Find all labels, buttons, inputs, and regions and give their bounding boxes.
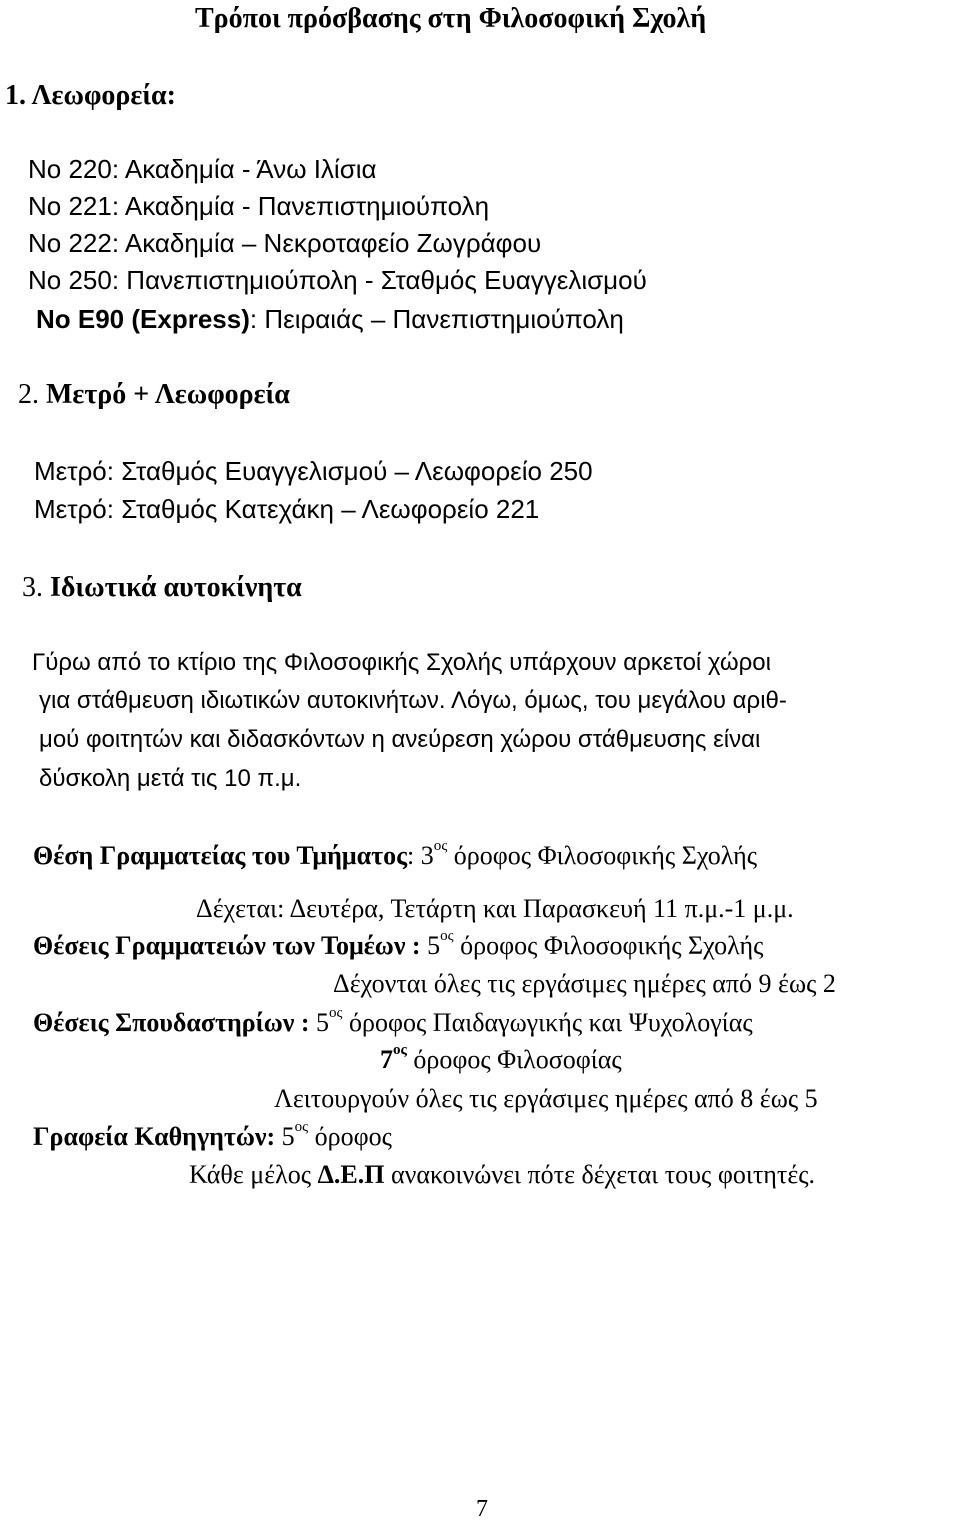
- secretariat-hours: Δέχεται: Δευτέρα, Τετάρτη και Παρασκευή 11 π.μ.-1 μ.μ.: [196, 894, 794, 923]
- department-secretariats-hours: Δέχονται όλες τις εργάσιμες ημέρες από 9 έως 2: [333, 969, 836, 998]
- bus-route-desc: : Ακαδημία – Νεκροταφείο Ζωγράφου: [111, 228, 542, 258]
- cars-paragraph-line-4: δύσκολη μετά τις 10 π.μ.: [39, 765, 302, 792]
- department-secretariats-location: [33, 928, 764, 960]
- study-rooms-location: [33, 1005, 753, 1037]
- bus-route-222: [28, 230, 541, 256]
- study-rooms-floor-text: όροφος Παιδαγωγικής και Ψυχολογίας: [342, 1008, 753, 1037]
- secretariat-floor-number: 3: [420, 841, 434, 870]
- bus-route-desc: : Πανεπιστημιούπολη - Σταθμός Ευαγγελισμού: [111, 265, 647, 295]
- cars-paragraph-line-3: μού φοιτητών και διδασκόντων η ανεύρεση χώρου στάθμευσης είναι: [39, 726, 761, 753]
- cars-section-title: Ιδιωτικά αυτοκίνητα: [43, 572, 302, 603]
- cars-section-number: 3.: [22, 572, 43, 603]
- metro-section-heading: [18, 381, 290, 409]
- metro-line-1: Μετρό: Σταθμός Ευαγγελισμού – Λεωφορείο 250: [34, 456, 593, 486]
- bus-route-desc: : Πειραιάς – Πανεπιστημιούπολη: [249, 304, 624, 334]
- department-secretariats-label: Θέσεις Γραμματειών των Τομέων :: [33, 931, 428, 960]
- study-rooms-label: Θέσεις Σπουδαστηρίων :: [33, 1008, 317, 1037]
- ordinal-suffix: ος: [433, 838, 448, 855]
- study-rooms-floor-number: 5: [316, 1008, 330, 1037]
- bus-section-heading: 1. Λεωφορεία:: [5, 80, 177, 111]
- professors-offices-floor-number: 5: [281, 1122, 295, 1151]
- cars-paragraph-line-2: για στάθμευση ιδιωτικών αυτοκινήτων. Λόγω, όμως, του μεγάλου αριθ-: [39, 687, 787, 714]
- professors-offices-location: [33, 1119, 392, 1151]
- study-rooms-floor-number-2: 7: [380, 1045, 393, 1074]
- cars-paragraph-line-1: Γύρω από το κτίριο της Φιλοσοφικής Σχολής υπάρχουν αρκετοί χώροι: [32, 649, 771, 676]
- note-prefix: Κάθε μέλος: [189, 1160, 318, 1189]
- study-rooms-hours: Λειτουργούν όλες τις εργάσιμες ημέρες από 8 έως 5: [274, 1084, 818, 1113]
- bus-route-250: [28, 267, 647, 293]
- secretariat-location: [33, 838, 758, 870]
- metro-line-2: Μετρό: Σταθμός Κατεχάκη – Λεωφορείο 221: [34, 494, 540, 524]
- study-rooms-second-floor: [380, 1042, 622, 1074]
- bus-route-code: Νο 220: [28, 154, 112, 184]
- bus-route-code: Νο Ε90 (Express): [36, 304, 250, 334]
- metro-section-title: Μετρό + Λεωφορεία: [39, 379, 290, 410]
- professors-offices-note: [189, 1162, 815, 1188]
- metro-section-number: 2.: [18, 379, 39, 410]
- ordinal-suffix: ος: [440, 928, 454, 945]
- bus-route-desc: : Ακαδημία - Άνω Ιλίσια: [111, 154, 377, 184]
- professors-offices-label: Γραφεία Καθηγητών:: [33, 1122, 282, 1151]
- bus-route-e90: [36, 306, 624, 332]
- bus-route-code: Νο 222: [28, 228, 112, 258]
- department-secretariats-floor-text: όροφος Φιλοσοφικής Σχολής: [453, 931, 764, 960]
- professors-offices-floor-text: όροφος: [308, 1122, 392, 1151]
- ordinal-suffix: ος: [393, 1042, 407, 1059]
- study-rooms-floor-text-2: όροφος Φιλοσοφίας: [406, 1045, 622, 1074]
- cars-section-heading: [22, 574, 302, 602]
- secretariat-floor-text: όροφος Φιλοσοφικής Σχολής: [447, 841, 758, 870]
- ordinal-suffix: ος: [294, 1119, 309, 1136]
- page-number: 7: [476, 1496, 488, 1522]
- bus-route-221: [28, 193, 489, 219]
- secretariat-colon: :: [407, 841, 421, 870]
- bus-route-code: Νο 250: [28, 265, 112, 295]
- note-suffix: ανακοινώνει πότε δέχεται τους φοιτητές.: [384, 1160, 816, 1189]
- bus-route-desc: : Ακαδημία - Πανεπιστημιούπολη: [111, 191, 490, 221]
- page-title: Τρόποι πρόσβασης στη Φιλοσοφική Σχολή: [195, 3, 707, 34]
- bus-route-code: Νο 221: [28, 191, 112, 221]
- bus-route-220: [28, 156, 377, 182]
- ordinal-suffix: ος: [329, 1005, 343, 1022]
- note-acronym: Δ.Ε.Π: [317, 1160, 385, 1189]
- secretariat-label: Θέση Γραμματείας του Τμήματος: [33, 841, 408, 870]
- department-secretariats-floor-number: 5: [427, 931, 441, 960]
